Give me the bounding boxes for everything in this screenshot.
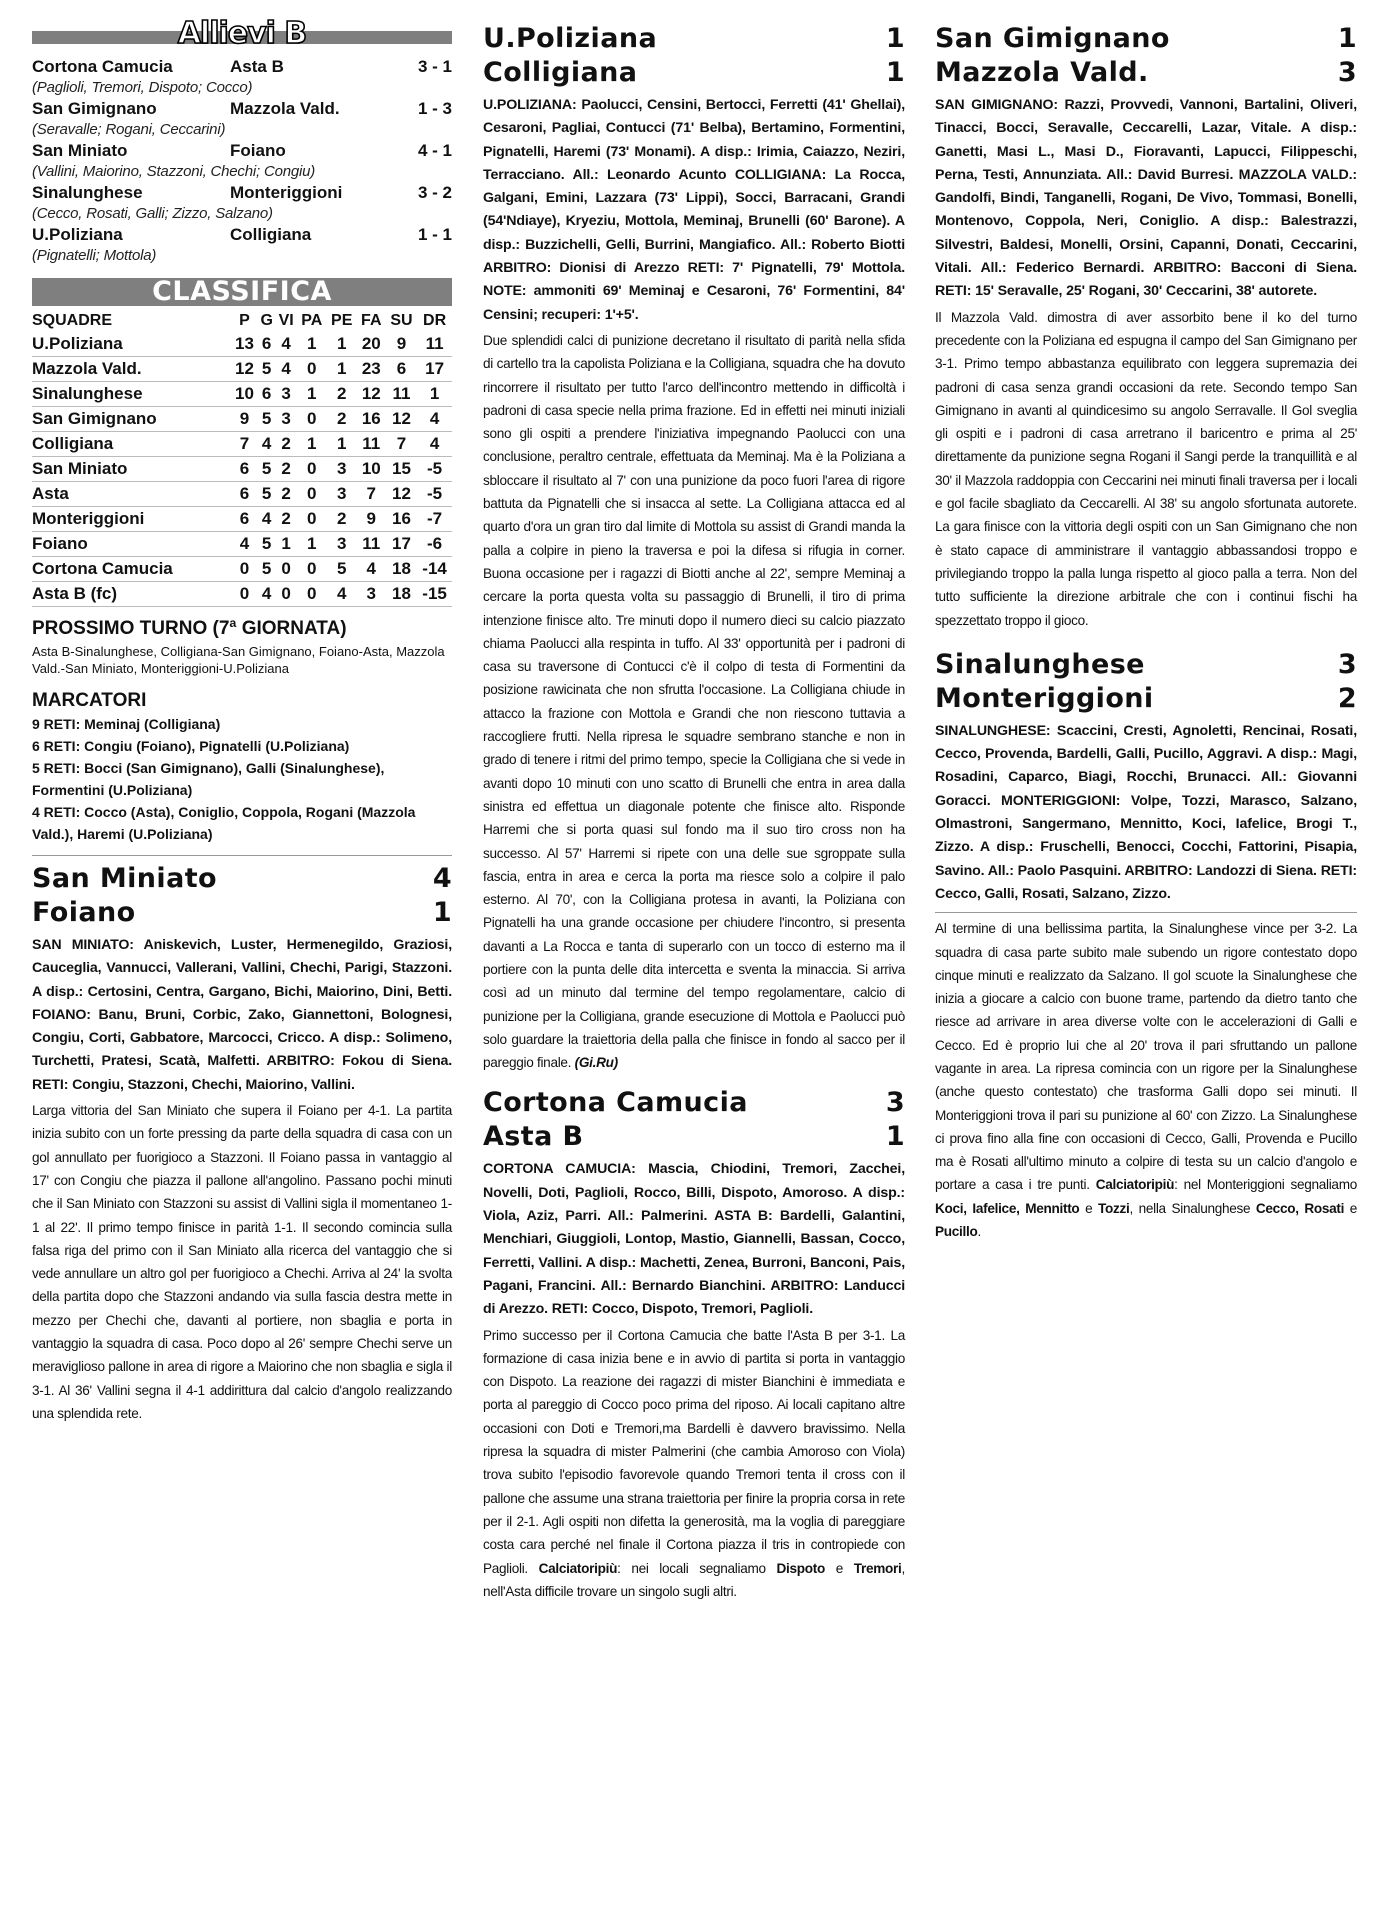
home-team: U.Poliziana bbox=[32, 225, 123, 244]
stat-cell: 6 bbox=[231, 507, 258, 532]
team-name-cell: Monteriggioni bbox=[32, 507, 231, 532]
column-header: PA bbox=[301, 312, 323, 329]
column-header: FA bbox=[361, 312, 382, 329]
stat-cell: 4 bbox=[258, 507, 276, 532]
table-row bbox=[32, 332, 452, 357]
away-team: Monteriggioni bbox=[230, 183, 343, 202]
top-scorers-item: 9 RETI: Meminaj (Colligiana) bbox=[32, 716, 221, 732]
stat-cell: 0 bbox=[231, 557, 258, 582]
stat-cell: 0 bbox=[297, 407, 327, 432]
stat-cell: 4 bbox=[275, 332, 296, 357]
home-score: 3 bbox=[885, 1087, 905, 1119]
classifica-title: CLASSIFICA bbox=[152, 276, 332, 307]
stat-cell: 1 bbox=[297, 432, 327, 457]
home-team: Cortona Camucia bbox=[32, 57, 173, 76]
stat-cell: 1 bbox=[297, 532, 327, 557]
lineup-text: SINALUNGHESE: Scaccini, Cresti, Agnoletti, Rencinai, Rosati, Cecco, Provenda, Bardelli, Galli, Pucillo, Aggravi. A disp.: Magi, Rosadini, Caparco, Biagi, Rocchi, Brunacci. All.: Giovanni Goracci. MONTERIGGIONI: Volpe, Tozzi, Marasco, Salzano, Olmastroni, Sangermano, Mennitto, Koci, Iafelice, Brogi T., Zizzo. A disp.: Fruschelli, Benocci, Cocchi, Fattorini, Pisapia, Savino. All.: Paolo Pasquini. ARBITRO: Landozzi di Siena. RETI: Cecco, Galli, Rosati, Salzano, Zizzo. bbox=[935, 722, 1357, 902]
left-column bbox=[32, 16, 452, 1425]
result-item bbox=[32, 224, 452, 266]
lineup-text: CORTONA CAMUCIA: Mascia, Chiodini, Tremori, Zacchei, Novelli, Doti, Paglioli, Rocco, Billi, Dispoto, Amoroso. A disp.: Viola, Aziz, Parri. All.: Palmerini. ASTA B: Bardelli, Galantini, Menchiari, Giuggioli, Lontop, Mastio, Giannelli, Bassan, Cocco, Ferretti, Vallini. A disp.: Machetti, Zenea, Burroni, Banconi, Pais, Pagani, Francini. All.: Bernardo Bianchini. ARBITRO: Landucci di Arezzo. RETI: Cocco, Dispoto, Tremori, Paglioli. bbox=[483, 1161, 905, 1318]
score: 4 - 1 bbox=[417, 141, 452, 160]
stat-cell: 1 bbox=[417, 382, 452, 407]
away-team: Monteriggioni bbox=[935, 682, 1154, 714]
article-text: Larga vittoria del San Miniato che supera il Foiano per 4-1. La partita inizia subito con un forte pressing da parte della squadra di casa con un gol annullato per fuorigioco a Stazzoni. Il Foiano passa in vantaggio al 17' con Congiu che piazza il pallone all'angolino. Passano pochi minuti che il San Miniato con Stazzoni su assist di Vallini sigla il momentaneo 1-1 al 22'. Il primo tempo finisce in parità 1-1. Il secondo comincia sulla falsa riga del primo con il San Miniato alla ricerca del vantaggio che si vede annullare un altro gol per fuorigioco a Chechi. Arriva al 24' la svolta della partita dopo che Stazzoni andando via sulla fascia destra mette in mezzo per Chechi che, davanti al portiere, non sbaglia e porta in vantaggio la squadra di casa. Poco dopo al 26' sempre Chechi serve un meraviglioso pallone in area di rigore a Maiorino che non sbaglia e sigla il 3-1. Al 36' Vallini segna il 4-1 addirittura dal calcio d'angolo realizzando una splendida rete. bbox=[32, 1103, 452, 1421]
stat-cell: 5 bbox=[258, 407, 276, 432]
article-text bbox=[483, 329, 905, 1075]
team-name-cell: Asta bbox=[32, 482, 231, 507]
match-headline-away bbox=[483, 56, 905, 90]
article-tail: e bbox=[1079, 1200, 1098, 1216]
column-header: DR bbox=[423, 312, 447, 329]
result-item bbox=[32, 98, 452, 140]
stat-cell: -14 bbox=[417, 557, 452, 582]
table-row bbox=[32, 407, 452, 432]
home-team: San Gimignano bbox=[32, 99, 157, 118]
stat-cell: 18 bbox=[386, 557, 417, 582]
article-body: Due splendidi calci di punizione decretano il risultato di parità nella sfida di cartello tra la capolista Poliziana e la Colligiana, squadra che ha dovuto rincorrere il risultato per tutto l'arco dell'incontro mettendo in difficoltà i padroni di casa specie nella prima frazione. Ed in effetti nei minuti iniziali sono gli ospiti a prendere l'iniziativa impegnando Paolucci con una conclusione, peraltro centrale, effettuata da Meminaj. Ma è la Poliziana a sbloccare il risultato al 7' con una punizione da poco fuori l'area di rigore battuta da Pignatelli che si insacca al sette. La Colligiana attacca ed al quarto d'ora un gran tiro dal limite di Mottola su assist di Grandi manda la palla a colpire in pieno la traversa e poi la difesa si rifugia in corner. Buona occasione per i ragazzi di Biotti anche al 22', sempre Meminaj a cercare la porta questa volta su passaggio di Brunelli, il tiro di prima intenzione finisce alto. Tre minuti dopo il numero dieci su calcio piazzato chiama Paolucci alla respinta in tuffo. Al 33' opportunità per i padroni di casa su traversone di Contucci c'è il colpo di testa di Formentini da posizione rawicinata che non sfrutta l'occasione. La Colligiana chiude in attacco la frazione con Mottola e Grandi che non riescono tuttavia a raccogliere frutti. Nella ripresa le squadre sembrano stanche e non in grado di tenere i ritmi del primo tempo, specie la Colligiana che si vede in avanti dopo 10 minuti con uno scatto di Brunelli che entra in area dalla sinistra ed effettua un diagonale potente che finisce alto. Risponde Harremi che si porta quasi sul fondo ma il suo tiro cross non ha successo. Al 57' Harremi si ripete con una delle sue sgroppate sulla fascia, entra in area e cerca la porta ma riesce solo a colpire il palo esterno. Al 70', con la Colligiana protesa in avanti, la Poliziana con Pignatelli ha una grande occasione per chiudere l'incontro, si presenta davanti a La Rocca e tanta di superarlo con un tocco di esterno ma il portiere con la punta delle dita intercetta e sventa la minaccia. Si arriva così ad un minuto dal termine del tempo regolamentare, calcio di punizione per la Colligiana, grande esecuzione di Mottola e Paolucci può solo guardare la traiettoria della palla che finisce in fondo al sacco per il pareggio finale. bbox=[483, 332, 905, 1071]
article-text: Il Mazzola Vald. dimostra di aver assorbito bene il ko del turno precedente con la Poliziana ed espugna il campo del San Gimignano per 3-1. Primo tempo abbastanza equilibrato con leggera supremazia dei padroni di casa senza grandi occasioni da rete. Secondo tempo San Gimignano in avanti al quindicesimo su angolo Serravalle. Il Gol sveglia gli ospiti e i padroni di casa arretrano il baricentro e prima al 25' direttamente da punizione segna Rogani il Sangi perde la tranquillità e al 30' il Mazzola raddoppia con Ceccarini nei minuti finali traversa per i locali e gol facile sbagliato da Ceccarelli. Al 38' su angolo sfortunata autorete. La gara finisce con la vittoria degli ospiti con un San Gimignano che non è stato capace di amministrare il vantaggio abbassandosi troppo e privilegiando troppo la palla lunga rispetto al gioco palla a terra. Non del tutto sufficiente la direzione arbitrale che con i continui fischi ha spezzettato troppo il gioco. bbox=[935, 309, 1357, 628]
stat-cell: 1 bbox=[297, 332, 327, 357]
stat-cell: 6 bbox=[258, 332, 276, 357]
highlight-player: Tozzi bbox=[1098, 1200, 1130, 1216]
stat-cell: 11 bbox=[417, 332, 452, 357]
stat-cell: 12 bbox=[357, 382, 386, 407]
away-score: 3 bbox=[1337, 57, 1357, 88]
table-row bbox=[32, 457, 452, 482]
lineup-text: SAN GIMIGNANO: Razzi, Provvedi, Vannoni, Bartalini, Oliveri, Tinacci, Bocci, Seravalle, Ceccarelli, Lazar, Vitale. A disp.: Ganetti, Masi L., Masi D., Fioravanti, Lapucci, Filippeschi, Perna, Testi, Annunziata. All.: David Burresi. MAZZOLA VALD.: Gandolfi, Bindi, Tanganelli, Rogani, De Vivo, Tommasi, Bonelli, Montenovo, Coppola, Neri, Coniglio. A disp.: Balestrazzi, Silvestri, Baldesi, Monelli, Orsini, Capanni, Donati, Ceccarini, Vitali. All.: Federico Bernardi. ARBITRO: Bacconi di Siena. RETI: 15' Seravalle, 25' Rogani, 30' Ceccarini, 38' autorete. bbox=[935, 97, 1357, 300]
match-san-gimignano-mazzola bbox=[935, 22, 1357, 632]
stat-cell: 2 bbox=[275, 432, 296, 457]
stat-cell: 4 bbox=[357, 557, 386, 582]
lineup-text: SAN MINIATO: Aniskevich, Luster, Hermenegildo, Graziosi, Cauceglia, Vannucci, Vallerani, Vallini, Chechi, Parigi, Stazzoni. A disp.: Certosini, Centra, Gargano, Bichi, Maiorino, Dini, Betti. FOIANO: Banu, Bruni, Corbic, Zako, Giannettoni, Bolognesi, Congiu, Corti, Gabbatore, Marcocci, Cricco. A disp.: Solimeno, Turchetti, Pratesi, Scatà, Malfetti. ARBITRO: Fokou di Siena. RETI: Congiu, Stazzoni, Chechi, Maiorino, Vallini. bbox=[32, 937, 452, 1093]
stat-cell: 5 bbox=[258, 357, 276, 382]
home-team: Cortona Camucia bbox=[483, 1087, 748, 1119]
next-round-text: Asta B-Sinalunghese, Colligiana-San Gimignano, Foiano-Asta, Mazzola Vald.-San Miniato, Monteriggioni-U.Poliziana bbox=[32, 644, 445, 676]
home-team: U.Poliziana bbox=[483, 23, 658, 54]
away-team: Asta B bbox=[483, 1121, 584, 1153]
highlight-label: Calciatoripiù bbox=[538, 1560, 618, 1576]
stat-cell: 15 bbox=[386, 457, 417, 482]
column-header: PE bbox=[331, 312, 353, 329]
team-name-cell: U.Poliziana bbox=[32, 332, 231, 357]
table-row bbox=[32, 432, 452, 457]
away-team: Asta B bbox=[230, 57, 284, 76]
stat-cell: 10 bbox=[357, 457, 386, 482]
stat-cell: 13 bbox=[231, 332, 258, 357]
article-body: Al termine di una bellissima partita, la Sinalunghese vince per 3-2. La squadra di casa parte subito male subendo un rigore contestato dopo cinque minuti e realizzato da Salzano. Il gol scuote la Sinalunghese che inizia a giocare a calcio con buone trame, partendo da dietro tanto che riesce ad arrivare in area diverse volte con le accelerazioni di Galli e Cecco. Ed è proprio lui che al 20' trova il pari sfruttando un pallone vagante in area. La ripresa comincia con un rigore per la Sinalunghese (anche questo contestato) che trasforma Galli dopo sei minuti. Il Monteriggioni trova il pari su punizione al 60' con Zizzo. La Sinalunghese ci prova fino alla fine con occasioni di Cecco, Galli, Provenda e Pucillo ma è Rosati all'ultimo minuto a colpire di testa su un calcio d'angolo e portare a casa i tre punti. bbox=[935, 921, 1357, 1193]
stat-cell: 5 bbox=[258, 557, 276, 582]
away-team: Mazzola Vald. bbox=[935, 57, 1149, 88]
match-cortona-asta bbox=[483, 1086, 905, 1603]
lineup-text: U.POLIZIANA: Paolucci, Censini, Bertocci, Ferretti (41' Ghellai), Cesaroni, Pagliai, Contucci (71' Belba), Bertamino, Formentini, Pignatelli, Haremi (73' Monami). A disp.: Irimia, Caiazzo, Neziri, Terracciano. All.: Leonardo Acunto COLLIGIANA: La Rocca, Galgani, Emini, Lazzara (73' Lippi), Socci, Barracani, Grandi (54'Ndiaye), Kryeziu, Mottola, Meminaj, Brunelli (60' Barone). A disp.: Buzzichelli, Gelli, Burrini, Mangiafico. All.: Roberto Biotti ARBITRO: Dionisi di Arezzo RETI: 7' Pignatelli, 79' Mottola. NOTE: ammoniti 69' Meminaj e Cesaroni, 76' Formentini, 84' Censini; recuperi: 1'+5'. bbox=[483, 97, 905, 323]
article-tail: . bbox=[977, 1224, 981, 1240]
stat-cell: 1 bbox=[327, 357, 357, 382]
stat-cell: 4 bbox=[258, 432, 276, 457]
stat-cell: 7 bbox=[231, 432, 258, 457]
section-banner-allievi bbox=[32, 16, 452, 52]
next-round-title: PROSSIMO TURNO (7ª GIORNATA) bbox=[32, 618, 347, 639]
stat-cell: 3 bbox=[275, 382, 296, 407]
match-sinalunghese-monteriggioni bbox=[935, 648, 1357, 1244]
stat-cell: 10 bbox=[231, 382, 258, 407]
match-headline-home bbox=[32, 862, 452, 896]
highlight-player: Pucillo bbox=[935, 1224, 978, 1240]
stat-cell: 2 bbox=[275, 457, 296, 482]
away-score: 2 bbox=[1337, 682, 1357, 714]
stat-cell: 0 bbox=[297, 582, 327, 607]
stat-cell: 0 bbox=[297, 507, 327, 532]
divider bbox=[935, 912, 1357, 913]
scorers: (Seravalle; Rogani, Ceccarini) bbox=[32, 121, 226, 138]
stat-cell: 4 bbox=[231, 532, 258, 557]
home-team: Sinalunghese bbox=[32, 183, 143, 202]
stat-cell: 9 bbox=[386, 332, 417, 357]
home-team: San Gimignano bbox=[935, 23, 1170, 54]
stat-cell: 6 bbox=[231, 457, 258, 482]
home-team: San Miniato bbox=[32, 863, 217, 894]
stat-cell: 2 bbox=[327, 507, 357, 532]
stat-cell: 4 bbox=[258, 582, 276, 607]
article-tail: e bbox=[825, 1560, 854, 1576]
stat-cell: 16 bbox=[386, 507, 417, 532]
stat-cell: -5 bbox=[417, 482, 452, 507]
top-scorers-item: 4 RETI: Cocco (Asta), Coniglio, Coppola, Rogani (Mazzola Vald.), Haremi (U.Poliziana) bbox=[32, 804, 416, 842]
table-row bbox=[32, 357, 452, 382]
away-team: Colligiana bbox=[483, 57, 638, 88]
stat-cell: 5 bbox=[258, 532, 276, 557]
stat-cell: 12 bbox=[386, 407, 417, 432]
article-tail: : nel Monteriggioni segnaliamo bbox=[1174, 1177, 1357, 1193]
top-scorers-list bbox=[32, 713, 452, 845]
home-score: 4 bbox=[432, 863, 452, 894]
result-item bbox=[32, 182, 452, 224]
scorers: (Cecco, Rosati, Galli; Zizzo, Salzano) bbox=[32, 205, 273, 222]
results-list bbox=[32, 56, 452, 266]
middle-column bbox=[483, 22, 905, 1603]
article-text bbox=[483, 1324, 905, 1604]
stat-cell: -15 bbox=[417, 582, 452, 607]
away-team: Colligiana bbox=[230, 225, 312, 244]
divider bbox=[32, 855, 452, 856]
stat-cell: 1 bbox=[327, 332, 357, 357]
stat-cell: 18 bbox=[386, 582, 417, 607]
stat-cell: 5 bbox=[327, 557, 357, 582]
match-headline-away bbox=[935, 682, 1357, 716]
stat-cell: 2 bbox=[327, 382, 357, 407]
standings-table bbox=[32, 310, 452, 607]
scorers-title: MARCATORI bbox=[32, 690, 147, 711]
stat-cell: 7 bbox=[386, 432, 417, 457]
article-tail: e bbox=[1344, 1200, 1357, 1216]
stat-cell: 4 bbox=[417, 432, 452, 457]
article-body: Primo successo per il Cortona Camucia che batte l'Asta B per 3-1. La formazione di casa inizia bene e in avvio di partita si porta in vantaggio con Dispoto. La reazione dei ragazzi di mister Bianchini è immediata e porta al pareggio di Cocco poco prima del riposo. Ai locali capitano altre occasioni con Doti e Tremori,ma Bardelli è davvero bravissimo. Nella ripresa la squadra di mister Palmerini (che cambia Amoroso con Viola) trova subito l'episodio favorevole quando Tremori tenta il cross con il pallone che assume una strana traiettoria per finire la propria corsa in rete per il 2-1. Agli ospiti non difetta la generosità, ma la voglia di pareggiare costa cara perché nel finale il Cortona piazza il tris in contropiede con Paglioli. bbox=[483, 1327, 905, 1576]
section-banner-classifica bbox=[32, 276, 452, 306]
stat-cell: 6 bbox=[386, 357, 417, 382]
stat-cell: 17 bbox=[386, 532, 417, 557]
stat-cell: 2 bbox=[327, 407, 357, 432]
stat-cell: 4 bbox=[327, 582, 357, 607]
scorers: (Pignatelli; Mottola) bbox=[32, 247, 157, 264]
match-san-miniato-foiano bbox=[32, 862, 452, 1425]
stat-cell: 7 bbox=[357, 482, 386, 507]
team-name-cell: Foiano bbox=[32, 532, 231, 557]
stat-cell: 2 bbox=[275, 507, 296, 532]
away-team: Mazzola Vald. bbox=[230, 99, 340, 118]
table-row bbox=[32, 557, 452, 582]
standings-body bbox=[32, 332, 452, 607]
match-headline-home bbox=[935, 22, 1357, 56]
team-name-cell: San Gimignano bbox=[32, 407, 231, 432]
stat-cell: 23 bbox=[357, 357, 386, 382]
team-name-cell: Sinalunghese bbox=[32, 382, 231, 407]
home-score: 1 bbox=[1337, 23, 1357, 54]
stat-cell: 5 bbox=[258, 457, 276, 482]
home-score: 1 bbox=[885, 23, 905, 54]
stat-cell: 6 bbox=[258, 382, 276, 407]
home-team: Sinalunghese bbox=[935, 648, 1145, 680]
stat-cell: 20 bbox=[357, 332, 386, 357]
score: 1 - 3 bbox=[417, 99, 452, 118]
stat-cell: 3 bbox=[327, 532, 357, 557]
stat-cell: 11 bbox=[357, 532, 386, 557]
stat-cell: 3 bbox=[275, 407, 296, 432]
stat-cell: -7 bbox=[417, 507, 452, 532]
match-headline-home bbox=[483, 1086, 905, 1120]
article-signature: (Gi.Ru) bbox=[574, 1055, 618, 1071]
section-title: Allievi B bbox=[177, 16, 307, 51]
away-team: Foiano bbox=[32, 897, 136, 928]
stat-cell: 9 bbox=[357, 507, 386, 532]
stat-cell: 0 bbox=[275, 582, 296, 607]
column-header: P bbox=[239, 312, 250, 329]
result-item bbox=[32, 140, 452, 182]
match-headline-away bbox=[32, 896, 452, 930]
stat-cell: 2 bbox=[275, 482, 296, 507]
match-poliziana-colligiana bbox=[483, 22, 905, 1074]
column-header: SU bbox=[390, 312, 413, 329]
stat-cell: 16 bbox=[357, 407, 386, 432]
table-row bbox=[32, 532, 452, 557]
table-header-row bbox=[32, 310, 452, 332]
stat-cell: 3 bbox=[357, 582, 386, 607]
match-headline-home bbox=[935, 648, 1357, 682]
score: 3 - 1 bbox=[417, 57, 452, 76]
column-header: SQUADRE bbox=[32, 312, 113, 329]
team-name-cell: San Miniato bbox=[32, 457, 231, 482]
stat-cell: 3 bbox=[327, 482, 357, 507]
highlight-player: Tremori bbox=[853, 1560, 902, 1576]
column-header: G bbox=[260, 312, 273, 329]
away-team: Foiano bbox=[230, 141, 286, 160]
stat-cell: 0 bbox=[231, 582, 258, 607]
scorers: (Vallini, Maiorino, Stazzoni, Chechi; Congiu) bbox=[32, 163, 316, 180]
right-column bbox=[935, 22, 1357, 1243]
table-row bbox=[32, 382, 452, 407]
stat-cell: 1 bbox=[275, 532, 296, 557]
highlight-label: Calciatoripiù bbox=[1095, 1177, 1175, 1193]
stat-cell: 0 bbox=[297, 482, 327, 507]
stat-cell: 9 bbox=[231, 407, 258, 432]
score: 3 - 2 bbox=[417, 183, 452, 202]
team-name-cell: Asta B (fc) bbox=[32, 582, 231, 607]
table-row bbox=[32, 482, 452, 507]
highlight-player: Koci, Iafelice, Mennitto bbox=[935, 1200, 1080, 1216]
away-score: 1 bbox=[885, 57, 905, 88]
stat-cell: 11 bbox=[386, 382, 417, 407]
highlight-player: Cecco, Rosati bbox=[1255, 1200, 1345, 1216]
article-tail: , nell'Asta difficile trovare un singolo sugli altri. bbox=[483, 1560, 905, 1599]
team-name-cell: Cortona Camucia bbox=[32, 557, 231, 582]
stat-cell: 11 bbox=[357, 432, 386, 457]
stat-cell: -6 bbox=[417, 532, 452, 557]
score: 1 - 1 bbox=[417, 225, 452, 244]
stat-cell: 12 bbox=[386, 482, 417, 507]
top-scorers-item: 6 RETI: Congiu (Foiano), Pignatelli (U.Poliziana) bbox=[32, 738, 350, 754]
stat-cell: 0 bbox=[275, 557, 296, 582]
stat-cell: 0 bbox=[297, 357, 327, 382]
stat-cell: -5 bbox=[417, 457, 452, 482]
article-tail: , nella Sinalunghese bbox=[1129, 1200, 1256, 1216]
stat-cell: 1 bbox=[297, 382, 327, 407]
stat-cell: 17 bbox=[417, 357, 452, 382]
stat-cell: 4 bbox=[275, 357, 296, 382]
article-text bbox=[935, 917, 1357, 1243]
stat-cell: 6 bbox=[231, 482, 258, 507]
stat-cell: 1 bbox=[327, 432, 357, 457]
result-item bbox=[32, 56, 452, 98]
away-score: 1 bbox=[432, 897, 452, 928]
away-score: 1 bbox=[885, 1121, 905, 1153]
scorers: (Paglioli, Tremori, Dispoto; Cocco) bbox=[32, 79, 253, 96]
team-name-cell: Mazzola Vald. bbox=[32, 357, 231, 382]
match-headline-away bbox=[935, 56, 1357, 90]
match-headline-home bbox=[483, 22, 905, 56]
table-row bbox=[32, 507, 452, 532]
article-tail: : nei locali segnaliamo bbox=[617, 1560, 777, 1576]
stat-cell: 12 bbox=[231, 357, 258, 382]
team-name-cell: Colligiana bbox=[32, 432, 231, 457]
column-header: VI bbox=[278, 312, 294, 329]
highlight-player: Dispoto bbox=[776, 1560, 825, 1576]
top-scorers-item: 5 RETI: Bocci (San Gimignano), Galli (Sinalunghese), Formentini (U.Poliziana) bbox=[32, 760, 385, 798]
stat-cell: 4 bbox=[417, 407, 452, 432]
home-score: 3 bbox=[1337, 648, 1357, 680]
match-headline-away bbox=[483, 1120, 905, 1154]
table-row bbox=[32, 582, 452, 607]
stat-cell: 0 bbox=[297, 457, 327, 482]
home-team: San Miniato bbox=[32, 141, 128, 160]
stat-cell: 0 bbox=[297, 557, 327, 582]
stat-cell: 5 bbox=[258, 482, 276, 507]
stat-cell: 3 bbox=[327, 457, 357, 482]
